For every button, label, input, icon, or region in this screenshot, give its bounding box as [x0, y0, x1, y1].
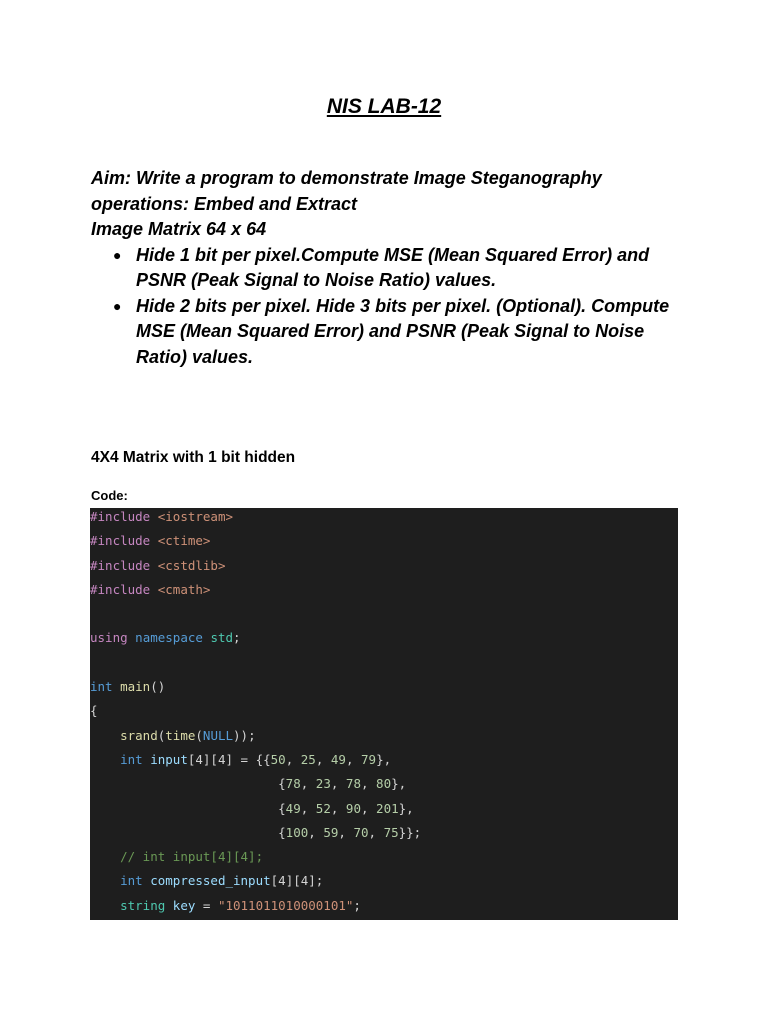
- code-line: [90, 897, 678, 920]
- code-token: [90, 752, 120, 767]
- code-token: 25: [300, 751, 316, 767]
- code-token: [4][4];: [270, 873, 324, 889]
- code-token: ,: [368, 824, 384, 840]
- code-line: [90, 629, 678, 653]
- code-token: <ctime>: [150, 533, 211, 549]
- list-item: [91, 294, 686, 371]
- code-token: namespace: [135, 630, 203, 646]
- code-line: [90, 727, 678, 751]
- code-token: ,: [315, 751, 331, 767]
- code-token: input: [150, 751, 188, 767]
- code-token: <cstdlib>: [150, 557, 226, 573]
- code-token: 70: [353, 824, 369, 840]
- code-token: 49: [285, 800, 301, 816]
- requirements-list: [91, 243, 691, 371]
- code-line: [90, 532, 678, 556]
- code-token: compressed_input: [150, 873, 271, 889]
- code-token: 50: [270, 751, 286, 767]
- code-token: std: [210, 630, 234, 646]
- code-line: [90, 751, 678, 775]
- code-token: 201: [376, 800, 399, 816]
- code-token: 90: [345, 800, 361, 816]
- code-token: 78: [285, 776, 301, 792]
- bullet-icon: ●: [113, 246, 122, 263]
- section-heading: 4X4 Matrix with 1 bit hidden: [91, 449, 296, 466]
- code-token: 23: [315, 776, 331, 792]
- code-token: ,: [300, 800, 316, 816]
- code-line: [90, 872, 678, 896]
- code-token: 59: [323, 824, 339, 840]
- code-token: ,: [360, 776, 377, 792]
- list-item-text: Hide 1 bit per pixel.Compute MSE (Mean Squared Error) and PSNR (Peak Signal to Noise Ratio) values.: [136, 244, 650, 290]
- code-token: 49: [330, 751, 346, 767]
- code-token: =: [195, 897, 218, 913]
- code-token: ;: [233, 630, 241, 646]
- code-token: int: [90, 679, 113, 695]
- code-line: [90, 557, 678, 581]
- code-token: 100: [285, 824, 309, 840]
- code-line: [90, 581, 678, 605]
- document-title: NIS LAB-12: [326, 95, 442, 118]
- code-token: 80: [376, 776, 392, 792]
- code-token: int: [120, 873, 143, 889]
- code-line: [90, 654, 678, 678]
- code-token: #include: [90, 533, 151, 549]
- code-label: Code:: [91, 488, 128, 503]
- code-token: int: [120, 751, 143, 767]
- code-line: [90, 848, 678, 872]
- code-token: ,: [308, 824, 324, 840]
- code-token: [113, 679, 121, 694]
- code-token: (: [157, 727, 166, 743]
- code-token: }};: [398, 824, 422, 840]
- list-item-text: Hide 2 bits per pixel. Hide 3 bits per pixel. (Optional). Compute MSE (Mean Squared Error) and PSNR (Peak Signal to Noise Ratio) values.: [136, 295, 670, 367]
- code-token: },: [398, 800, 414, 816]
- code-token: srand: [120, 727, 158, 743]
- code-line: [90, 678, 678, 702]
- code-token: #include: [90, 581, 151, 597]
- code-block: [90, 508, 678, 920]
- code-token: {: [90, 703, 98, 719]
- image-matrix-line: Image Matrix 64 x 64: [91, 219, 267, 239]
- code-token: [90, 873, 120, 888]
- code-token: [90, 898, 120, 913]
- code-token: ,: [330, 800, 346, 816]
- code-token: #include: [90, 509, 151, 524]
- code-token: [90, 849, 120, 864]
- list-item: [91, 243, 686, 294]
- code-token: string: [120, 897, 166, 913]
- code-token: main: [120, 679, 151, 695]
- code-token: // int input[4][4];: [120, 849, 264, 865]
- code-token: [165, 898, 173, 913]
- code-token: 78: [345, 776, 361, 792]
- code-token: },: [376, 751, 392, 767]
- code-token: using: [90, 630, 128, 646]
- code-line: [90, 702, 678, 726]
- code-token: 52: [315, 800, 331, 816]
- code-token: {: [90, 824, 286, 840]
- code-token: },: [391, 776, 407, 792]
- code-token: [4][4] = {{: [187, 751, 271, 767]
- code-token: [90, 728, 120, 743]
- code-line: [90, 605, 678, 629]
- code-token: ,: [345, 751, 362, 767]
- code-token: time: [165, 727, 196, 743]
- code-token: key: [172, 897, 196, 913]
- code-token: ,: [285, 751, 301, 767]
- code-token: {: [90, 776, 286, 792]
- code-token: NULL: [202, 727, 234, 743]
- code-token: ,: [360, 800, 377, 816]
- code-token: (): [150, 679, 166, 695]
- code-token: "1011011010000101": [217, 897, 354, 913]
- code-line: [90, 508, 678, 532]
- code-token: ,: [338, 824, 354, 840]
- code-token: ));: [233, 727, 256, 743]
- code-token: ;: [353, 897, 361, 913]
- code-token: <iostream>: [150, 509, 234, 524]
- code-line: [90, 800, 678, 824]
- code-token: ,: [330, 776, 346, 792]
- code-token: <cmath>: [150, 581, 211, 597]
- code-token: #include: [90, 557, 151, 573]
- aim-line-1: Aim: Write a program to demonstrate Image Steganography: [91, 168, 602, 188]
- code-token: {: [90, 800, 286, 816]
- code-line: [90, 824, 678, 848]
- code-token: (: [195, 727, 203, 743]
- aim-section: [91, 166, 691, 370]
- aim-line-2: operations: Embed and Extract: [91, 193, 358, 214]
- code-token: 75: [383, 824, 399, 840]
- bullet-icon: ●: [113, 297, 122, 314]
- code-token: ,: [300, 776, 316, 792]
- code-line: [90, 775, 678, 799]
- code-token: 79: [361, 751, 377, 767]
